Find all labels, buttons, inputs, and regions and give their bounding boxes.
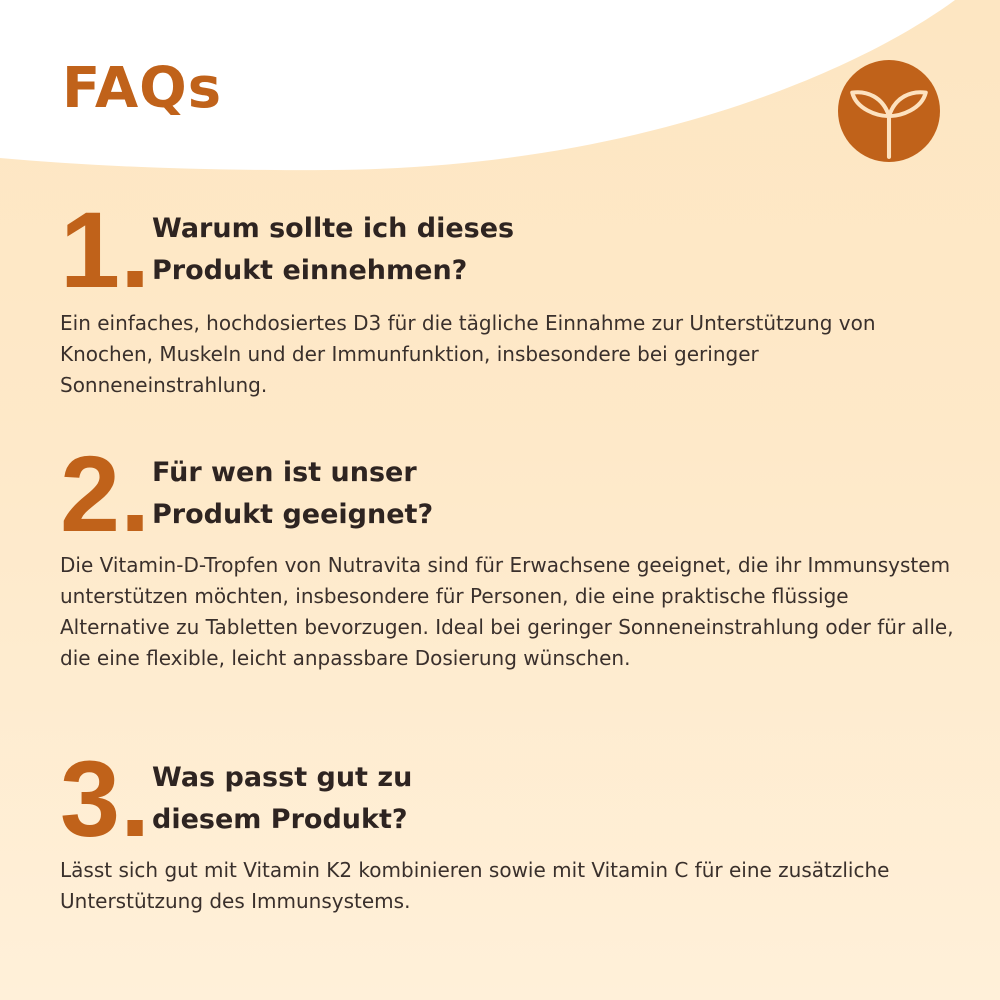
faq-number: 1. <box>60 189 151 310</box>
faq-item-1 <box>60 189 960 401</box>
faq-question-line: Was passt gut zu <box>152 762 413 793</box>
faq-question-line: Warum sollte ich dieses <box>152 213 515 244</box>
faq-question <box>152 208 712 292</box>
faq-answer: Lässt sich gut mit Vitamin K2 kombinieren sowie mit Vitamin C für eine zusätzliche Unterstützung des Immunsystems. <box>60 858 890 913</box>
faq-question <box>152 757 712 841</box>
faq-question-line: Für wen ist unser <box>152 457 417 488</box>
faq-question-line: Produkt einnehmen? <box>152 255 468 286</box>
faq-question-line: diesem Produkt? <box>152 804 408 835</box>
faq-question-line: Produkt geeignet? <box>152 499 434 530</box>
faq-question <box>152 452 712 536</box>
faq-item-3 <box>60 738 960 917</box>
faq-answer: Die Vitamin-D-Tropfen von Nutravita sind für Erwachsene geeignet, die ihr Immunsystem unterstützen möchten, insbesondere für Personen, die eine praktische flüssige Alternative zu Tabletten bevorzugen. Ideal bei geringer Sonneneinstrahlung oder für alle, die eine flexible, leicht anpassbare Dosierung wünschen. <box>60 553 954 670</box>
page-title: FAQs <box>62 56 223 121</box>
faq-answer: Ein einfaches, hochdosiertes D3 für die tägliche Einnahme zur Unterstützung von Knochen, Muskeln und der Immunfunktion, insbesondere bei geringer Sonneneinstrahlung. <box>60 311 876 397</box>
faq-number: 2. <box>60 433 151 554</box>
sprout-icon <box>838 60 940 162</box>
faq-number: 3. <box>60 738 151 859</box>
faq-item-2 <box>60 433 960 674</box>
